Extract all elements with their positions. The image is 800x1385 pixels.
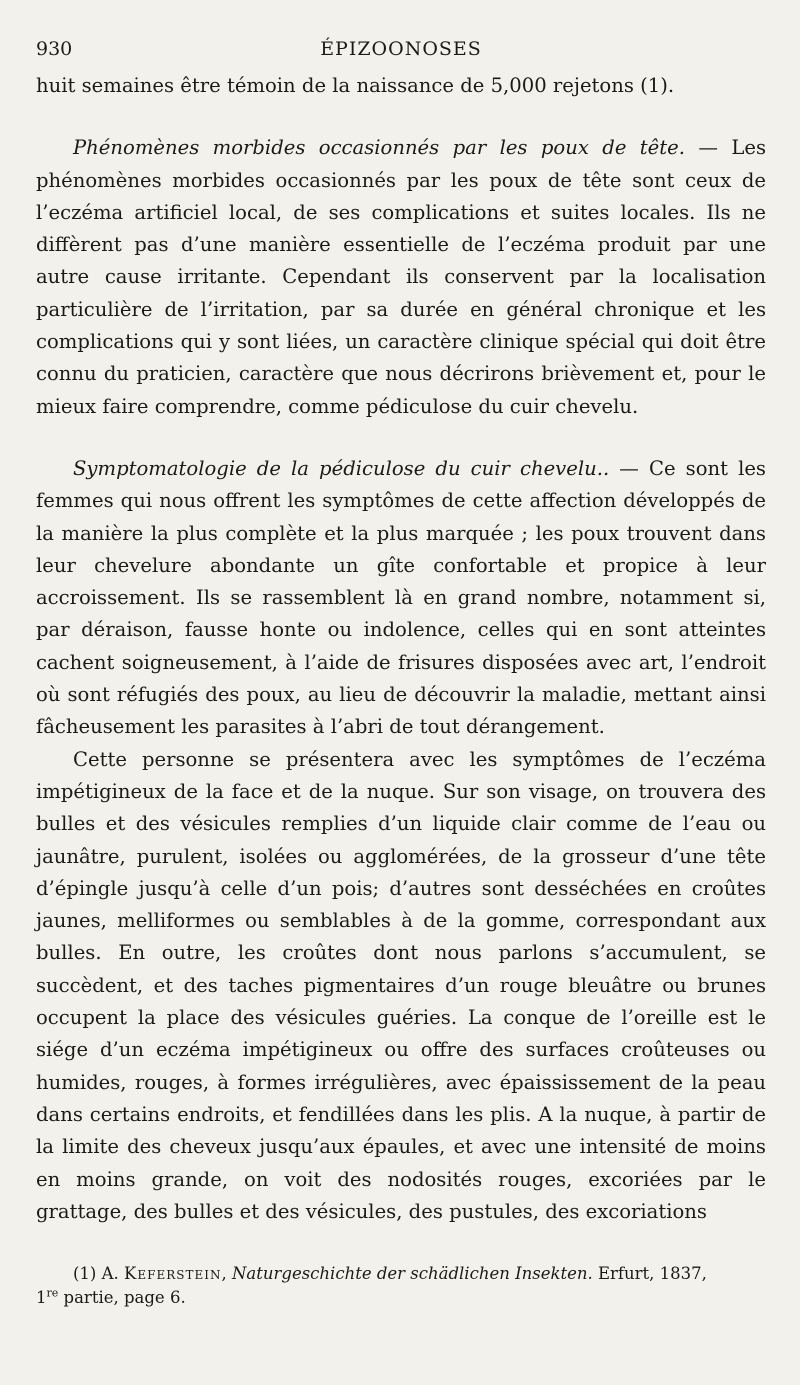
footnote-title: Naturgeschichte der schädlichen Insekten. [231, 1264, 593, 1284]
footnote-part-suffix: re [46, 1286, 59, 1300]
footnote-place: Erfurt, 1837, [592, 1264, 707, 1284]
paragraph-continuation [36, 70, 766, 102]
page-header [36, 30, 766, 70]
footnote-line [36, 1262, 766, 1286]
book-page [36, 30, 766, 1370]
footnote-author: Keferstein [124, 1264, 222, 1284]
paragraph-text: huit semaines être témoin de la naissance de 5,000 rejetons (1). [36, 74, 675, 97]
footnote [36, 1262, 766, 1310]
running-head: ÉPIZOONOSES [320, 38, 482, 60]
footnote-part-rest: partie, page 6. [58, 1288, 186, 1308]
section-heading-phenomenes: Phénomènes morbides occasionnés par les poux de tête. [73, 136, 685, 160]
paragraph-personne [36, 744, 766, 1228]
page-number: 930 [36, 38, 73, 60]
footnote-line-2 [36, 1286, 766, 1310]
footnote-separator: , [221, 1264, 232, 1284]
paragraph-symptomatologie [36, 453, 766, 744]
paragraph-text: — Ce sont les femmes qui nous offrent les symptômes de cette affection développés de la manière la plus complète et la plus marquée ; les poux trouvent dans leur chevelure abondante un gîte confortable et propice à leur accroissement. Ils se rassemblent là en grand nombre, notamment si, par déraison, fausse honte ou indolence, celles qui en sont atteintes cachent soigneusement, à l’aide de frisures disposées avec art, l’endroit où sont réfugiés des poux, au lieu de découvrir la maladie, mettant ainsi fâcheusement les parasites à l’abri de tout dérangement. [36, 456, 766, 739]
footnote-spacer [36, 1228, 766, 1262]
paragraph-text: Cette personne se présentera avec les symptômes de l’eczéma impétigineux de la face et de la nuque. Sur son visage, on trouvera des bulles et des vésicules remplies d’un liquide clair comme de l’eau ou jaunâtre, purulent, isolées ou agglomérées, de la grosseur d’une tête d’épingle jusqu’à celle d’un pois; d’autres sont desséchées en croûtes jaunes, melliformes ou semblables à de la gomme, correspondant aux bulles. En outre, les croûtes dont nous parlons s’accumulent, se succèdent, et des taches pigmentaires d’un rouge bleuâtre ou brunes occupent la place des vésicules guéries. La conque de l’oreille est le siége d’un eczéma impétigineux ou offre des surfaces croûteuses ou humides, rouges, à formes irrégulières, avec épaississement de la peau dans certains endroits, et fendillées dans les plis. A la nuque, à partir de la limite des cheveux jusqu’aux épaules, et avec une intensité de moins en moins grande, on voit des nodosités rouges, excoriées par le grattage, des bulles et des vésicules, des pustules, des excoriations [36, 747, 766, 1223]
footnote-marker: (1) A. [73, 1264, 125, 1284]
paragraph-phenomenes [36, 132, 766, 423]
section-heading-symptomatologie: Symptomatologie de la pédiculose du cuir chevelu.. [73, 456, 610, 480]
footnote-part-number: 1 [36, 1288, 47, 1308]
body-text [36, 70, 766, 1228]
paragraph-text: — Les phénomènes morbides occasionnés par les poux de tête sont ceux de l’eczéma artificiel local, de ses complications et suites locales. Ils ne diffèrent pas d’une manière essentielle de l’eczéma produit par une autre cause irritante. Cependant ils conservent par la localisation particulière de l’irritation, par sa durée en général chronique et les complications qui y sont liées, un caractère clinique spécial qui doit être connu du praticien, caractère que nous décrirons brièvement et, pour le mieux faire comprendre, comme pédiculose du cuir chevelu. [36, 136, 766, 418]
